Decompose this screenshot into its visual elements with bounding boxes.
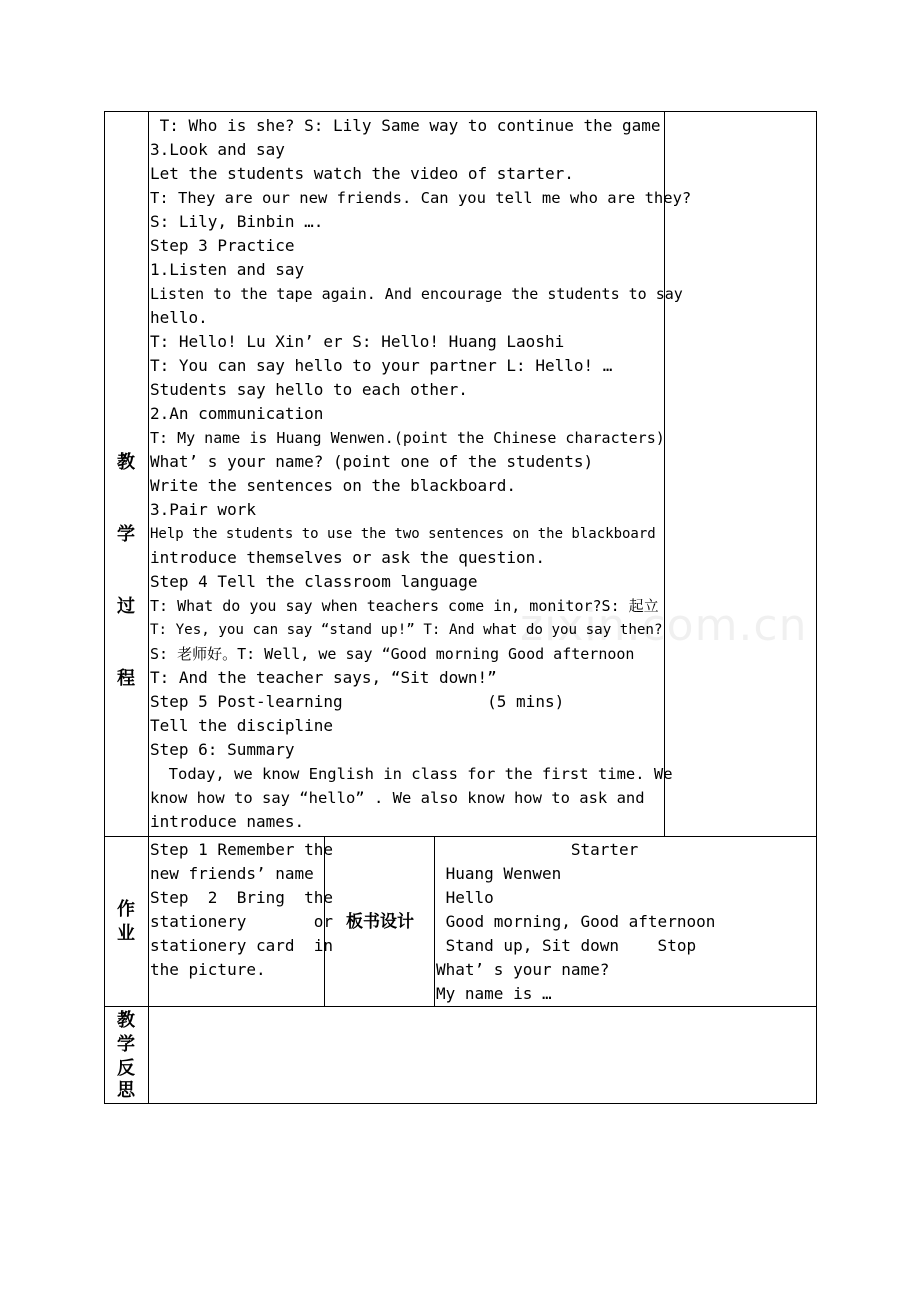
- process-line: S: 老师好。T: Well, we say “Good morning Good afternoon: [150, 645, 635, 663]
- process-label-char: 程: [117, 668, 135, 689]
- reflection-content: [150, 1008, 815, 1102]
- homework-line: stationery card in: [150, 936, 334, 955]
- process-line: Students say hello to each other.: [150, 380, 468, 399]
- homework-line: stationery or: [150, 912, 334, 931]
- reflection-label-char: 思: [117, 1080, 135, 1101]
- homework-label-char: 业: [117, 923, 135, 944]
- process-line: T: What do you say when teachers come in, monitor?S: 起立: [150, 597, 659, 615]
- board-line: What’ s your name?: [436, 960, 610, 979]
- process-line: 3.Look and say: [150, 140, 285, 159]
- process-line: Step 4 Tell the classroom language: [150, 572, 478, 591]
- table-divider: [104, 836, 817, 837]
- process-line: T: You can say hello to your partner L: Hello! …: [150, 356, 613, 375]
- process-line: introduce themselves or ask the question.: [150, 548, 545, 567]
- homework-line: Step 2 Bring the: [150, 888, 334, 907]
- process-line: 1.Listen and say: [150, 260, 305, 279]
- process-line: Let the students watch the video of starter.: [150, 164, 574, 183]
- process-line: Step 5 Post-learning (5 mins): [150, 692, 565, 711]
- process-line: Step 3 Practice: [150, 236, 295, 255]
- table-divider: [434, 836, 435, 1006]
- table-divider: [664, 111, 665, 836]
- process-line: T: Hello! Lu Xin’ er S: Hello! Huang Laoshi: [150, 332, 565, 351]
- process-line: introduce names.: [150, 812, 305, 831]
- process-line: T: Yes, you can say “stand up!” T: And what do you say then?: [150, 622, 663, 638]
- process-line: know how to say “hello” . We also know how to ask and: [150, 789, 645, 807]
- board-line: Good morning, Good afternoon: [436, 912, 716, 931]
- table-divider: [148, 111, 149, 1104]
- process-line: Step 6: Summary: [150, 740, 295, 759]
- process-line: T: And the teacher says, “Sit down!”: [150, 668, 497, 687]
- process-line: Help the students to use the two sentences on the blackboard: [150, 526, 656, 542]
- board-design-label: 板书设计: [346, 912, 414, 932]
- process-line: S: Lily, Binbin ….: [150, 212, 324, 231]
- board-line: Stand up, Sit down Stop: [436, 936, 697, 955]
- process-line: 3.Pair work: [150, 500, 256, 519]
- process-line: Listen to the tape again. And encourage the students to say: [150, 285, 683, 303]
- table-divider: [104, 1006, 817, 1007]
- homework-line: new friends’ name: [150, 864, 314, 883]
- homework-line: Step 1 Remember the: [150, 840, 334, 859]
- board-line: Huang Wenwen: [436, 864, 562, 883]
- reflection-label-char: 学: [117, 1034, 135, 1055]
- process-line: hello.: [150, 308, 208, 327]
- reflection-label-char: 反: [117, 1058, 135, 1079]
- board-line: Hello: [436, 888, 494, 907]
- process-line: Today, we know English in class for the first time. We: [150, 765, 673, 783]
- process-line: Tell the discipline: [150, 716, 334, 735]
- process-label-char: 过: [117, 596, 135, 617]
- process-line: What’ s your name? (point one of the students): [150, 452, 594, 471]
- process-label-char: 学: [117, 524, 135, 545]
- process-line: 2.An communication: [150, 404, 324, 423]
- process-label-char: 教: [117, 452, 135, 473]
- process-line: T: My name is Huang Wenwen.(point the Chinese characters): [150, 429, 665, 447]
- process-line: T: Who is she? S: Lily Same way to continue the game: [150, 116, 661, 135]
- process-line: T: They are our new friends. Can you tell me who are they?: [150, 189, 692, 207]
- homework-line: the picture.: [150, 960, 266, 979]
- process-line: Write the sentences on the blackboard.: [150, 476, 517, 495]
- watermark: zixin.com.cn: [520, 600, 808, 651]
- board-line: My name is …: [436, 984, 552, 1003]
- reflection-label-char: 教: [117, 1010, 135, 1031]
- board-line: Starter: [436, 840, 639, 859]
- homework-label-char: 作: [117, 899, 135, 920]
